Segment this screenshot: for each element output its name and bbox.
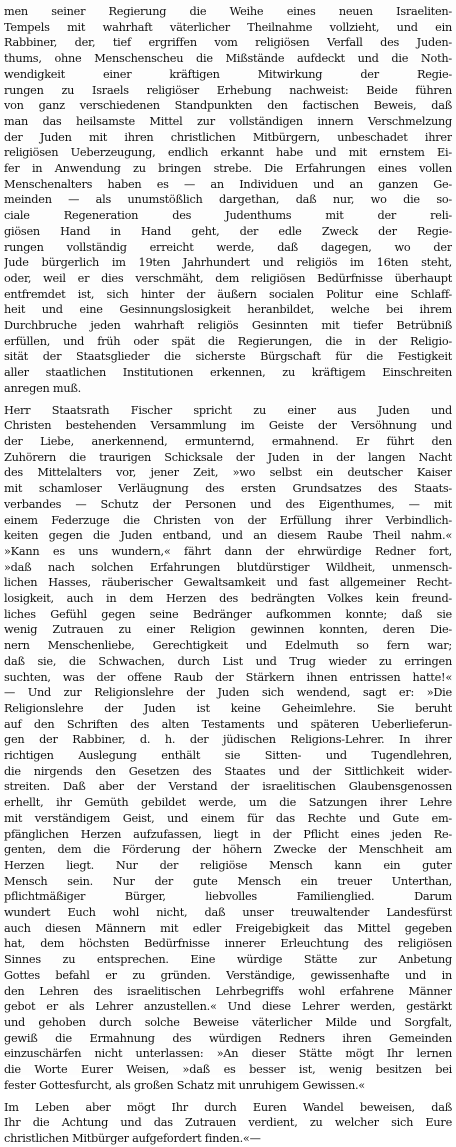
text-line: gen der Rabbiner, d. h. der jüdischen Religions-Lehrer. In ihrer	[4, 733, 452, 747]
text-line: einzuschärfen nicht unterlassen: »An dieser Stätte mögt Ihr lernen	[4, 1047, 452, 1061]
text-line: religiösen Ueberzeugung, endlich erkannt habe und mit ernstem Ei-	[4, 146, 452, 160]
text-line: erfüllen, und früh oder spät die Regierungen, die in der Religio-	[4, 334, 452, 348]
text-line: rungen zu Israels religiöser Erhebung nachweist: Beide führen	[4, 83, 452, 97]
text-line: auf den Schriften des alten Testaments und späteren Ueberlieferun-	[4, 717, 452, 731]
text-line: streiten. Daß aber der Verstand der israelitischen Glaubensgenossen	[4, 780, 452, 794]
text-line: man das heilsamste Mittel zur vollständigen innern Verschmelzung	[4, 114, 452, 128]
text-line: Tempels mit wahrhaft väterlicher Theilnahme vollzieht, und ein	[4, 20, 452, 34]
text-line: Jude bürgerlich im 19ten Jahrhundert und religiös im 16ten steht,	[4, 256, 452, 270]
text-line: nern Menschenliebe, Gerechtigkeit und Edelmuth so fern war;	[4, 639, 452, 653]
text-line: men seiner Regierung die Weihe eines neuen Israeliten-	[4, 5, 452, 18]
text-line: sität der Staatsglieder die sicherste Bürgschaft für die Festigkeit	[4, 350, 452, 364]
text-line: verbandes — Schutz der Personen und des Eigenthumes, — mit	[4, 497, 452, 511]
text-line: Herzen liegt. Nur der religiöse Mensch kann ein guter	[4, 858, 452, 872]
text-line: einem Federzuge die Christen von der Erfüllung ihrer Verbindlich-	[4, 513, 452, 527]
text-line: entfremdet ist, sich hinter der äußern socialen Politur eine Schlaff-	[4, 287, 452, 301]
text-line: Menschenalters haben es — an Individuen und an ganzen Ge-	[4, 177, 452, 191]
text-line: pfänglichen Herzen aufzufassen, liegt in der Pflicht eines jeden Re-	[4, 827, 452, 841]
text-line: Religionslehre der Juden ist keine Geheimlehre. Sie beruht	[4, 701, 452, 715]
article-body	[4, 4, 452, 1147]
text-line: und gehoben durch solche Beweise väterlicher Milde und Sorgfalt,	[4, 1016, 452, 1029]
text-line: auch diesen Männern mit edler Freigebigkeit das Mittel gegeben	[4, 921, 452, 935]
text-line: fester Gottesfurcht, als großen Schatz mit unruhigem Gewissen.«	[4, 1078, 365, 1092]
text-line: rungen vollständig erreicht werde, daß dagegen, wo der	[4, 240, 452, 254]
text-line: »Kann es uns wundern,« fährt dann der ehrwürdige Redner fort,	[4, 544, 452, 558]
text-line: heit und eine Gesinnungslosigkeit heranbildet, welche bei ihrem	[4, 303, 452, 317]
paragraph-3	[4, 1100, 452, 1147]
text-line: liches Gefühl gegen seine Bedränger aufkommen konnte; daß sie	[4, 607, 452, 621]
text-line: Sinnes zu entsprechen. Eine würdige Stätte zur Anbetung	[4, 953, 452, 967]
text-line: Durchbruche jeden wahrhaft religiös Gesinnten mit tiefer Betrübniß	[4, 319, 452, 333]
text-line: den Lehren des israelitischen Lehrbegriffs wohl erfahrene Männer	[4, 984, 452, 998]
text-line: pflichtmäßiger Bürger, liebvolles Familienglied. Darum	[4, 890, 452, 904]
text-line: erhellt, ihr Gemüth gebildet werde, um die Satzungen ihrer Lehre	[4, 796, 452, 810]
text-line: thums, ohne Menschenscheu die Mißstände aufdeckt und die Noth-	[4, 52, 452, 66]
text-line: wendigkeit einer kräftigen Mitwirkung der Regie-	[4, 67, 452, 81]
text-line: losigkeit, auch in dem Herzen des bedrängten Volkes kein freund-	[4, 592, 452, 606]
text-line: richtigen Auslegung enthält sie Sitten- und Tugendlehren,	[4, 749, 452, 763]
text-line: »daß nach solchen Erfahrungen blutdürstiger Wildheit, unmensch-	[4, 560, 452, 574]
text-line: anregen muß.	[4, 381, 82, 395]
paragraph-1	[4, 4, 452, 397]
text-line: Zuhörern die traurigen Schicksale der Juden in der langen Nacht	[4, 450, 452, 464]
text-line: mit verständigem Geist, und einem für das Rechte und Gute em-	[4, 811, 452, 825]
text-line: Rabbiner, der, tief ergriffen vom religiösen Verfall des Juden-	[4, 36, 452, 50]
text-line: meinden — als unumstößlich dargethan, daß nur, wo die so-	[4, 193, 452, 207]
text-line: der Liebe, anerkennend, ermunternd, ermahnend. Er führt den	[4, 434, 452, 448]
text-line: die Worte Eurer Weisen, »daß es besser ist, wenig besitzen bei	[4, 1063, 452, 1077]
text-line: mit schamloser Verläugnung des ersten Grundsatzes des Staats-	[4, 482, 452, 496]
text-line: daß sie, die Schwachen, durch List und Trug wieder zu erringen	[4, 654, 452, 668]
text-line: lichen Hasses, räuberischer Gewaltsamkeit und fast allgemeiner Recht-	[4, 576, 452, 590]
text-line: christlichen Mitbürger aufgefordert finden.«—	[4, 1131, 261, 1145]
text-line: fer in Anwendung zu bringen strebe. Die Erfahrungen eines vollen	[4, 162, 452, 176]
text-line: wundert Euch wohl nicht, daß unser treuwaltender Landesfürst	[4, 906, 452, 920]
text-line: des Mittelalters vor, jener Zeit, »wo selbst ein deutscher Kaiser	[4, 466, 452, 480]
text-line: Gottes befahl er zu gründen. Verständige, gewissenhafte und in	[4, 968, 452, 982]
paragraph-2	[4, 403, 452, 1094]
text-line: der Juden mit ihren christlichen Mitbürgern, unbeschadet ihrer	[4, 130, 452, 144]
text-line: keiten gegen die Juden entband, und an diesem Raube Theil nahm.«	[4, 529, 452, 543]
text-line: gebot er als Lehrer anzustellen.« Und diese Lehrer werden, gestärkt	[4, 1000, 452, 1014]
text-line: Herr Staatsrath Fischer spricht zu einer aus Juden und	[4, 403, 452, 417]
text-line: gewiß die Ermahnung des würdigen Redners ihren Gemeinden	[4, 1031, 452, 1045]
text-line: oder, weil er dies verschmäht, dem religiösen Bedürfnisse überhaupt	[4, 271, 452, 285]
text-line: Im Leben aber mögt Ihr durch Euren Wandel beweisen, daß	[4, 1100, 452, 1114]
text-line: aller staatlichen Institutionen erkennen, zu kräftigem Einschreiten	[4, 366, 452, 380]
text-line: von ganz verschiedenen Standpunkten den factischen Beweis, daß	[4, 99, 452, 113]
text-line: giösen Hand in Hand geht, der edle Zweck der Regie-	[4, 224, 452, 238]
text-line: Ihr die Achtung und das Zutrauen verdient, zu welcher sich Eure	[4, 1116, 452, 1130]
text-line: — Und zur Religionslehre der Juden sich wendend, sagt er: »Die	[4, 686, 452, 700]
text-line: suchten, was der offene Raub der Stärkern ihnen entrissen hatte!«	[4, 670, 452, 684]
text-line: ciale Regeneration des Judenthums mit der reli-	[4, 209, 452, 223]
text-line: genten, dem die Förderung der höhern Zwecke der Menschheit am	[4, 843, 452, 857]
text-line: die nirgends den Gesetzen des Staates und der Sittlichkeit wider-	[4, 764, 452, 778]
text-line: Christen bestehenden Versammlung im Geiste der Versöhnung und	[4, 419, 452, 433]
text-line: Mensch sein. Nur der gute Mensch ein treuer Unterthan,	[4, 874, 452, 888]
text-line: wenig Zutrauen zu einer Religion gewinnen konnten, deren Die-	[4, 623, 452, 637]
text-line: hat, dem höchsten Bedürfnisse innerer Erleuchtung des religiösen	[4, 937, 452, 951]
